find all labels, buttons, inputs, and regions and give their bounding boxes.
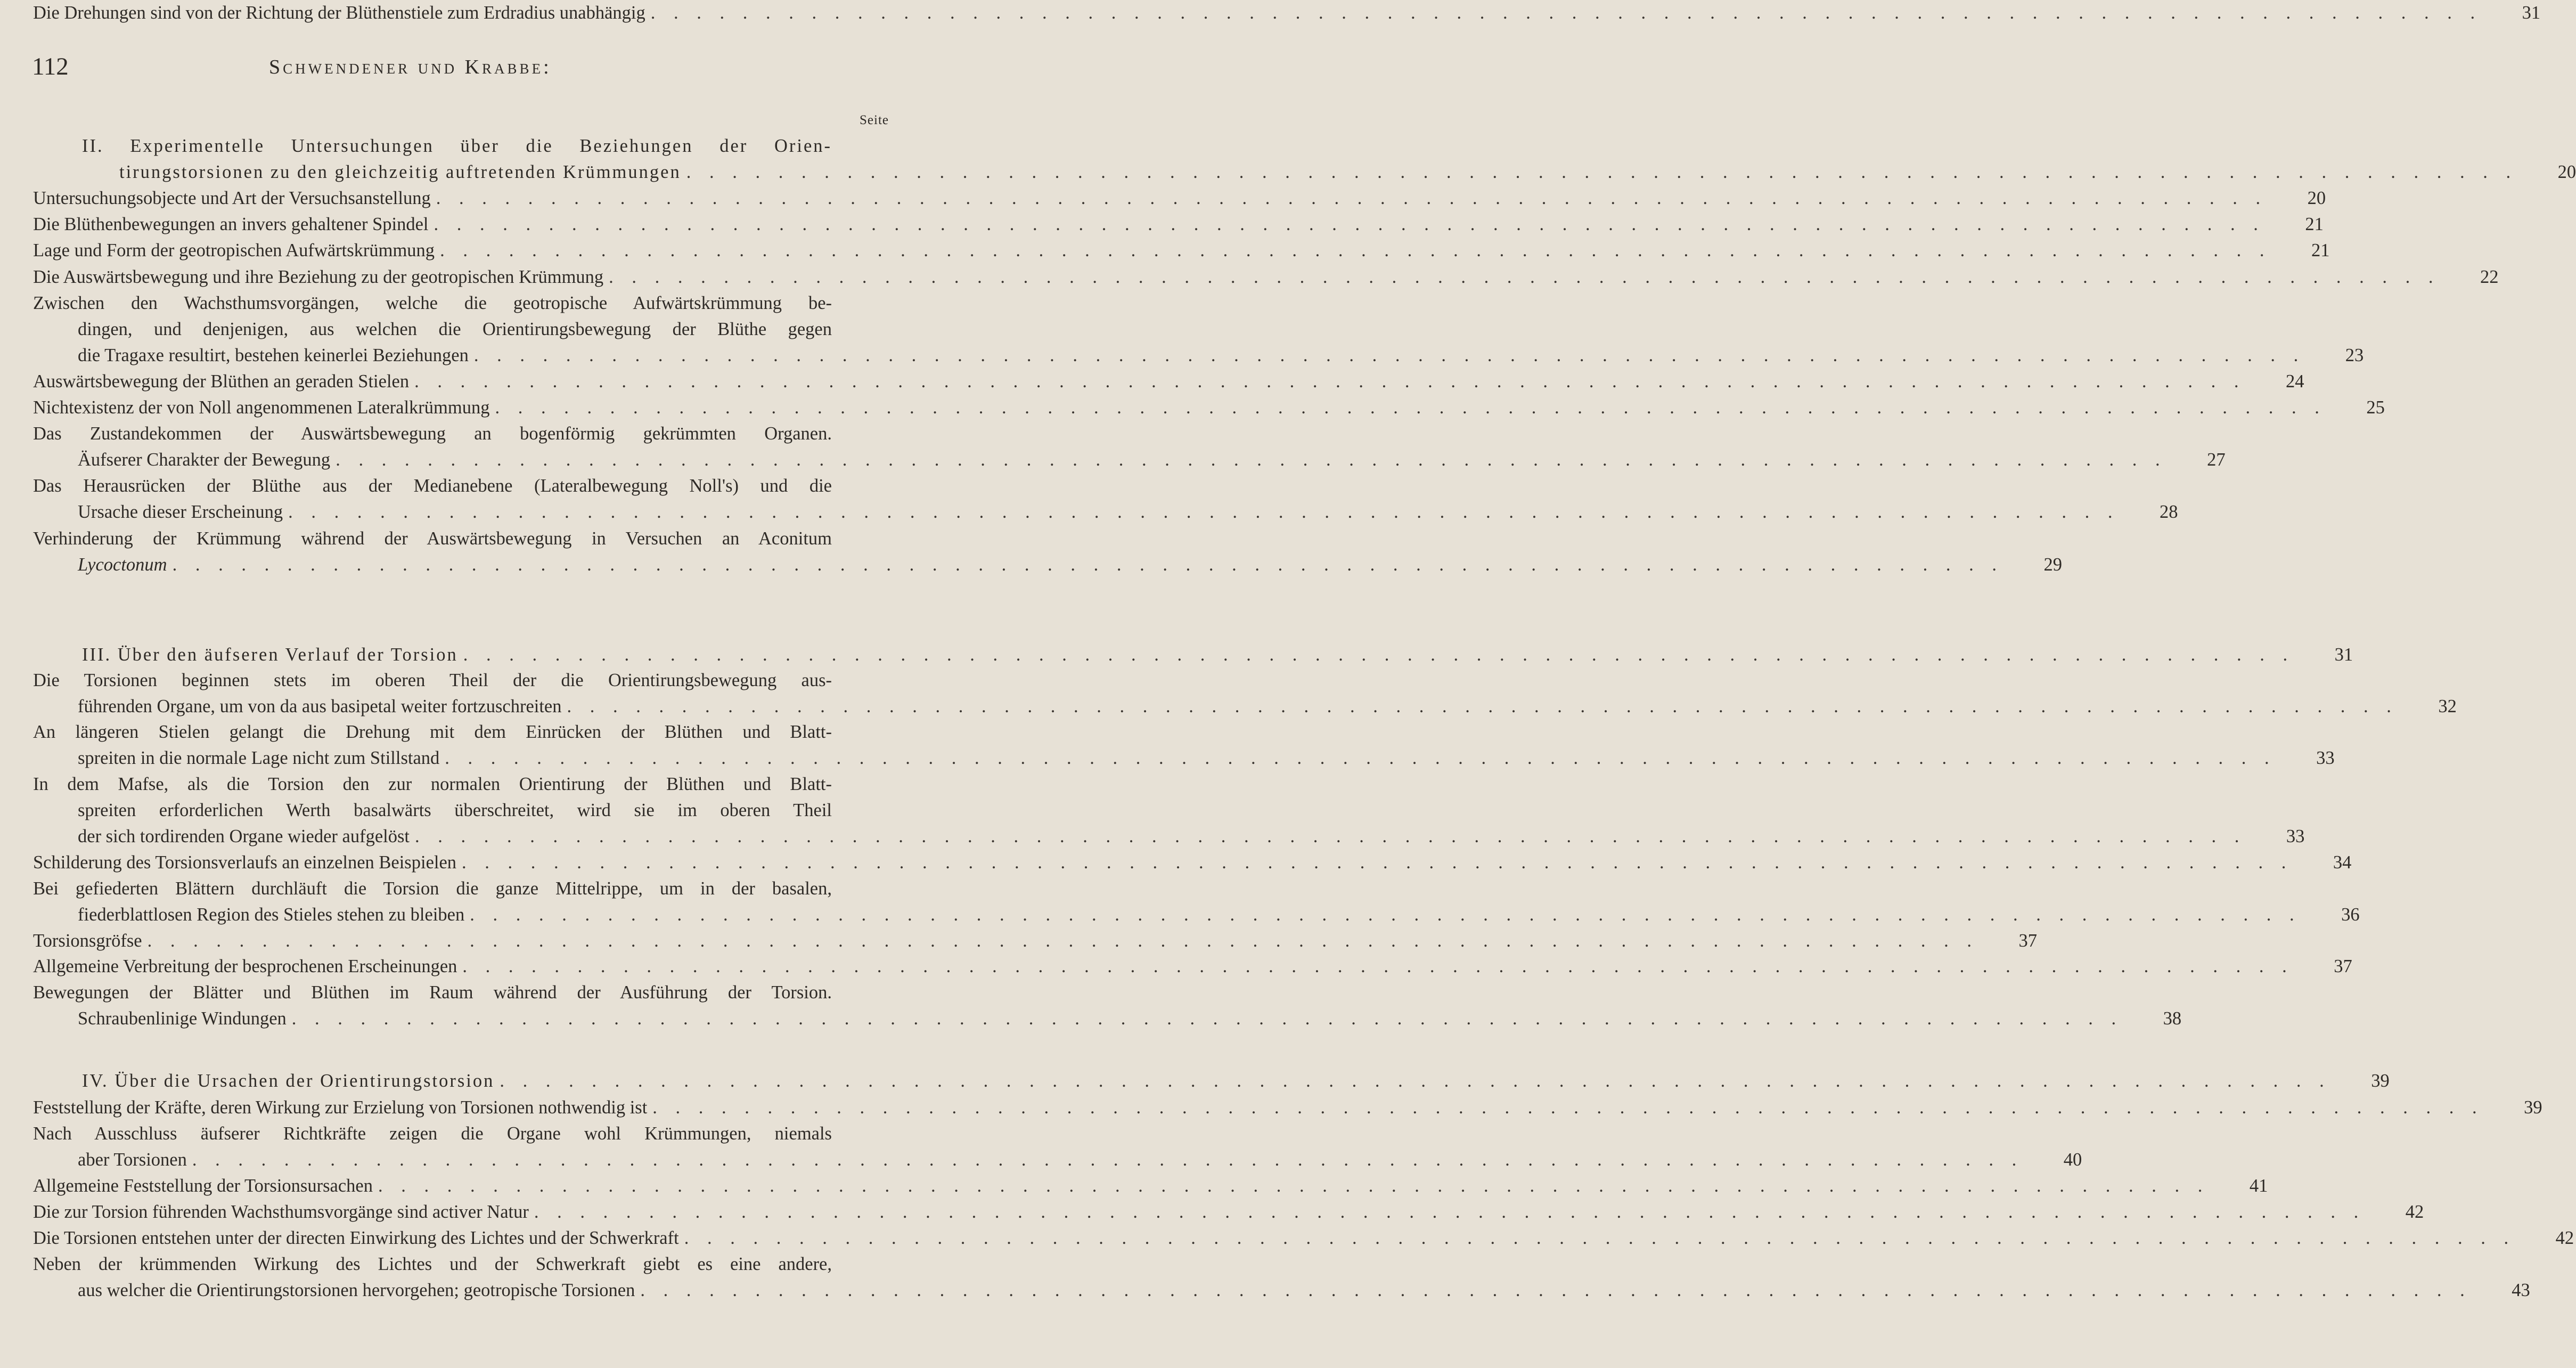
dot-leader: . . . . . . . . . . . . . . . . . . . . . . . . . . . . . . . . . . . . . . . . . . . . . . . . . . . . . . . . . . . . . . . . . . . . . . . . . . . . . . . . xyxy=(415,826,2246,846)
page-ref: 39 xyxy=(2524,1097,2542,1118)
entry-line xyxy=(33,902,2360,928)
page-ref: 38 xyxy=(2163,1008,2182,1029)
toc-entry xyxy=(33,876,2360,928)
entry-line xyxy=(33,667,890,694)
section-heading-text: IV. Über die Ursachen der Orientirungstorsion xyxy=(82,1071,495,1091)
entry-line xyxy=(33,264,2499,290)
entry-line xyxy=(33,824,2305,850)
entry-text: Die Blüthenbewegungen an invers gehaltener Spindel xyxy=(33,214,429,234)
entry-text: dingen, und denjenigen, aus welchen die Orientirungsbewegung der Blüthe gegen xyxy=(78,319,832,339)
entry-text: An längeren Stielen gelangt die Drehung mit dem Einrücken der Blüthen und Blatt- xyxy=(33,722,832,742)
entry-text: Das Herausrücken der Blüthe aus der Medianebene (Lateralbewegung Noll's) und die xyxy=(33,476,832,496)
page-ref: 23 xyxy=(2345,345,2364,365)
entry-text: Untersuchungsobjecte und Art der Versuchsanstellung xyxy=(33,188,431,208)
toc-entry xyxy=(33,211,2324,238)
entry-line xyxy=(33,771,890,797)
entry-text: Bei gefiederten Blättern durchläuft die Torsion die ganze Mittelrippe, um in der basalen, xyxy=(33,878,832,899)
toc-entry xyxy=(33,264,2499,290)
page-ref: 31 xyxy=(2334,645,2353,665)
dot-leader: . . . . . . . . . . . . . . . . . . . . . . . . . . . . . . . . . . . . . . . . . . . . . . . . . . . . . . . . . . . . . . . . . . . . . . . . . . . . . . . . xyxy=(440,240,2271,260)
entry-text: Nach Ausschluss äufserer Richtkräfte zeigen die Organe wohl Krümmungen, niemals xyxy=(33,1123,832,1144)
dot-leader: . . . . . . . . . . . . . . . . . . . . . . . . . . . . . . . . . . . . . . . . . . . . . . . . . . . . . . . . . . . . . . . . . . . . . . . . . . . . . . . . xyxy=(434,214,2265,234)
toc-entry xyxy=(33,719,2335,771)
page-ref: 27 xyxy=(2207,450,2226,470)
entry-line xyxy=(33,850,2352,876)
entry-line xyxy=(33,1277,2530,1304)
toc-entry xyxy=(33,1173,2268,1199)
page-ref: 24 xyxy=(2285,371,2304,392)
toc-entry xyxy=(33,0,2541,26)
dot-leader: . . . . . . . . . . . . . . . . . . . . . . . . . . . . . . . . . . . . . . . . . . . . . . . . . . . . . . . . . . . . . . . . . . . . . . . . . . . . . . . . xyxy=(378,1176,2210,1196)
entry-text: Nichtexistenz der von Noll angenommenen Lateralkrümmung xyxy=(33,397,490,418)
entry-text: Schilderung des Torsionsverlaufs an einzelnen Beispielen xyxy=(33,852,457,873)
toc-entry xyxy=(33,1225,2574,1251)
dot-leader: . . . . . . . . . . . . . . . . . . . . . . . . . . . . . . . . . . . . . . . . . . . . . . . . . . . . . . . . . . . . . . . . . . . . . . . . . . . . . . . . xyxy=(192,1150,2024,1170)
page-number: 112 xyxy=(32,53,69,80)
entry-text: Torsionsgröfse xyxy=(33,931,142,951)
entry-text: Neben der krümmenden Wirkung des Lichtes und der Schwerkraft giebt es eine andere, xyxy=(33,1254,832,1274)
page-ref: 42 xyxy=(2555,1228,2574,1248)
entry-line xyxy=(33,526,890,552)
entry-line xyxy=(33,499,2178,525)
dot-leader: . . . . . . . . . . . . . . . . . . . . . . . . . . . . . . . . . . . . . . . . . . . . . . . . . . . . . . . . . . . . . . . . . . . . . . . . . . . . . . . . xyxy=(640,1280,2472,1300)
entry-line xyxy=(33,473,890,499)
page-ref: 37 xyxy=(2334,956,2352,976)
toc-entry xyxy=(33,473,2178,525)
entry-line xyxy=(33,876,890,902)
page-ref: 32 xyxy=(2438,696,2457,716)
dot-leader: . . . . . . . . . . . . . . . . . . . . . . . . . . . . . . . . . . . . . . . . . . . . . . . . . . . . . . . . . . . . . . . . . . . . . . . . . . . . . . . . xyxy=(609,267,2440,287)
entry-line xyxy=(33,552,2062,578)
entry-line xyxy=(33,211,2324,238)
toc-entry xyxy=(33,1095,2542,1121)
entry-line xyxy=(33,797,890,824)
entry-line xyxy=(33,343,2364,369)
entry-line xyxy=(33,1173,2268,1199)
entry-line xyxy=(33,1147,2082,1173)
page-ref: 28 xyxy=(2159,502,2178,522)
page-ref: 21 xyxy=(2311,240,2330,260)
running-title: Schwendener und Krabbe: xyxy=(269,56,552,78)
entry-line xyxy=(33,1068,2390,1094)
entry-text: Äufserer Charakter der Bewegung xyxy=(78,450,331,470)
dot-leader: . . . . . . . . . . . . . . . . . . . . . . . . . . . . . . . . . . . . . . . . . . . . . . . . . . . . . . . . . . . . . . . . . . . . . . . . . . . . . . . . xyxy=(147,931,1978,951)
entry-text: Lycoctonum xyxy=(78,555,167,575)
entry-line xyxy=(33,980,890,1006)
page-ref: 36 xyxy=(2341,905,2360,925)
entry-text: Ursache dieser Erscheinung xyxy=(78,502,283,522)
dot-leader: . . . . . . . . . . . . . . . . . . . . . . . . . . . . . . . . . . . . . . . . . . . . . . . . . . . . . . . . . . . . . . . . . . . . . . . . . . . . . . . . xyxy=(495,397,2326,418)
section-heading-text: tirungstorsionen zu den gleichzeitig auftretenden Krümmungen xyxy=(119,162,681,182)
entry-text: Zwischen den Wachsthumsvorgängen, welche die geotropische Aufwärtskrümmung be- xyxy=(33,293,832,313)
toc-entry xyxy=(33,980,2182,1032)
toc-entry xyxy=(33,290,2364,369)
entry-line xyxy=(33,928,2037,954)
entry-text: aber Torsionen xyxy=(78,1150,187,1170)
entry-line xyxy=(33,369,2304,395)
entry-line xyxy=(33,316,890,343)
entry-text: Auswärtsbewegung der Blüthen an geraden Stielen xyxy=(33,371,410,392)
section-heading xyxy=(33,642,2353,668)
entry-text: Schraubenlinige Windungen xyxy=(78,1008,287,1029)
page-ref: 21 xyxy=(2305,214,2324,234)
page-ref: 37 xyxy=(2018,931,2037,951)
entry-text: Verhinderung der Krümmung während der Auswärtsbewegung in Versuchen an Aconitum xyxy=(33,528,832,549)
section-heading-text: III. Über den äufseren Verlauf der Torsion xyxy=(82,645,458,665)
entry-line xyxy=(33,290,890,316)
entry-line xyxy=(33,133,890,159)
page-ref: 25 xyxy=(2366,397,2385,418)
entry-line xyxy=(33,642,2353,668)
entry-text: die Tragaxe resultirt, bestehen keinerlei Beziehungen xyxy=(78,345,469,365)
entry-line xyxy=(33,1199,2424,1225)
toc-entry xyxy=(33,954,2352,980)
entry-text: Lage und Form der geotropischen Aufwärtskrümmung xyxy=(33,240,435,260)
section-heading-text: II. Experimentelle Untersuchungen über die Beziehungen der Orien- xyxy=(82,136,832,156)
toc-entry xyxy=(33,771,2305,850)
entry-line xyxy=(33,0,2541,26)
entry-line xyxy=(33,159,2576,185)
page-ref: 29 xyxy=(2043,555,2062,575)
page-ref: 22 xyxy=(2480,267,2499,287)
entry-text: spreiten erforderlichen Werth basalwärts überschreitet, wird sie im oberen Theil xyxy=(78,800,832,820)
entry-line xyxy=(33,238,2330,264)
page-header xyxy=(32,52,884,89)
entry-text: Das Zustandekommen der Auswärtsbewegung an bogenförmig gekrümmten Organen. xyxy=(33,424,832,444)
entry-line xyxy=(33,1225,2574,1251)
dot-leader: . . . . . . . . . . . . . . . . . . . . . . . . . . . . . . . . . . . . . . . . . . . . . . . . . . . . . . . . . . . . . . . . . . . . . . . . . . . . . . . . xyxy=(650,3,2482,23)
toc-entry xyxy=(33,850,2352,876)
dot-leader: . . . . . . . . . . . . . . . . . . . . . . . . . . . . . . . . . . . . . . . . . . . . . . . . . . . . . . . . . . . . . . . . . . . . . . . . . . . . . . . . xyxy=(288,502,2120,522)
toc-entry xyxy=(33,369,2304,395)
dot-leader: . . . . . . . . . . . . . . . . . . . . . . . . . . . . . . . . . . . . . . . . . . . . . . . . . . . . . . . . . . . . . . . . . . . . . . . . . . . . . . . . xyxy=(500,1071,2331,1091)
toc-entry xyxy=(33,185,2326,211)
dot-leader: . . . . . . . . . . . . . . . . . . . . . . . . . . . . . . . . . . . . . . . . . . . . . . . . . . . . . . . . . . . . . . . . . . . . . . . . . . . . . . . . xyxy=(445,748,2276,768)
entry-line xyxy=(33,719,890,745)
entry-text: Bewegungen der Blätter und Blüthen im Raum während der Ausführung der Torsion. xyxy=(33,982,832,1003)
page-ref: 43 xyxy=(2512,1280,2530,1300)
dot-leader: . . . . . . . . . . . . . . . . . . . . . . . . . . . . . . . . . . . . . . . . . . . . . . . . . . . . . . . . . . . . . . . . . . . . . . . . . . . . . . . . xyxy=(686,162,2518,182)
page-ref: 40 xyxy=(2063,1150,2082,1170)
entry-line xyxy=(33,421,890,447)
entry-text: In dem Mafse, als die Torsion den zur normalen Orientirung der Blüthen und Blatt- xyxy=(33,774,832,794)
page-ref: 33 xyxy=(2316,748,2335,768)
section-heading xyxy=(33,133,2576,185)
entry-line xyxy=(33,1006,2182,1032)
section-heading xyxy=(33,1068,2390,1094)
entry-text: Feststellung der Kräfte, deren Wirkung zur Erzielung von Torsionen nothwendig ist xyxy=(33,1097,648,1118)
entry-line xyxy=(33,185,2326,211)
entry-line xyxy=(33,395,2385,421)
page-ref: 20 xyxy=(2557,162,2576,182)
entry-line xyxy=(33,1095,2542,1121)
dot-leader: . . . . . . . . . . . . . . . . . . . . . . . . . . . . . . . . . . . . . . . . . . . . . . . . . . . . . . . . . . . . . . . . . . . . . . . . . . . . . . . . xyxy=(291,1008,2123,1029)
entry-text: Allgemeine Verbreitung der besprochenen Erscheinungen xyxy=(33,956,457,976)
toc-entry xyxy=(33,421,2226,473)
entry-text: führenden Organe, um von da aus basipetal weiter fortzuschreiten xyxy=(78,696,562,716)
entry-text: Die Drehungen sind von der Richtung der Blüthenstiele zum Erdradius unabhängig xyxy=(33,3,645,23)
entry-text: aus welcher die Orientirungstorsionen hervorgehen; geotropische Torsionen xyxy=(78,1280,635,1300)
dot-leader: . . . . . . . . . . . . . . . . . . . . . . . . . . . . . . . . . . . . . . . . . . . . . . . . . . . . . . . . . . . . . . . . . . . . . . . . . . . . . . . . xyxy=(436,188,2268,208)
entry-line xyxy=(33,954,2352,980)
page-ref: 34 xyxy=(2333,852,2352,873)
page-ref: 20 xyxy=(2307,188,2326,208)
entry-line xyxy=(33,1121,890,1147)
dot-leader: . . . . . . . . . . . . . . . . . . . . . . . . . . . . . . . . . . . . . . . . . . . . . . . . . . . . . . . . . . . . . . . . . . . . . . . . . . . . . . . . xyxy=(336,450,2167,470)
toc-entry xyxy=(33,928,2037,954)
dot-leader: . . . . . . . . . . . . . . . . . . . . . . . . . . . . . . . . . . . . . . . . . . . . . . . . . . . . . . . . . . . . . . . . . . . . . . . . . . . . . . . . xyxy=(534,1202,2366,1222)
page-ref: 31 xyxy=(2522,3,2541,23)
entry-line xyxy=(33,447,2226,473)
entry-text: Die Auswärtsbewegung und ihre Beziehung zu der geotropischen Krümmung xyxy=(33,267,604,287)
entry-line xyxy=(33,1251,890,1277)
entry-line xyxy=(33,745,2335,771)
toc-entry xyxy=(33,1199,2424,1225)
entry-text: der sich tordirenden Organe wieder aufgelöst xyxy=(78,826,410,846)
dot-leader: . . . . . . . . . . . . . . . . . . . . . . . . . . . . . . . . . . . . . . . . . . . . . . . . . . . . . . . . . . . . . . . . . . . . . . . . . . . . . . . . xyxy=(470,905,2301,925)
page-ref: 41 xyxy=(2249,1176,2268,1196)
dot-leader: . . . . . . . . . . . . . . . . . . . . . . . . . . . . . . . . . . . . . . . . . . . . . . . . . . . . . . . . . . . . . . . . . . . . . . . . . . . . . . . . xyxy=(414,371,2246,392)
toc-entry xyxy=(33,1121,2082,1173)
dot-leader: . . . . . . . . . . . . . . . . . . . . . . . . . . . . . . . . . . . . . . . . . . . . . . . . . . . . . . . . . . . . . . . . . . . . . . . . . . . . . . . . xyxy=(462,956,2294,976)
entry-text: Die zur Torsion führenden Wachsthumsvorgänge sind activer Natur xyxy=(33,1202,529,1222)
entry-text: fiederblattlosen Region des Stieles stehen zu bleiben xyxy=(78,905,465,925)
page-column-label: Seite xyxy=(860,113,889,127)
page-ref: 39 xyxy=(2371,1071,2390,1091)
toc-entry xyxy=(33,667,2457,720)
dot-leader: . . . . . . . . . . . . . . . . . . . . . . . . . . . . . . . . . . . . . . . . . . . . . . . . . . . . . . . . . . . . . . . . . . . . . . . . . . . . . . . . xyxy=(172,555,2003,575)
entry-text: Die Torsionen beginnen stets im oberen Theil der die Orientirungsbewegung aus- xyxy=(33,670,832,690)
entry-text: Allgemeine Feststellung der Torsionsursachen xyxy=(33,1176,373,1196)
toc-entry xyxy=(33,395,2385,421)
dot-leader: . . . . . . . . . . . . . . . . . . . . . . . . . . . . . . . . . . . . . . . . . . . . . . . . . . . . . . . . . . . . . . . . . . . . . . . . . . . . . . . . xyxy=(684,1228,2516,1248)
toc-entry xyxy=(33,1251,2530,1304)
dot-leader: . . . . . . . . . . . . . . . . . . . . . . . . . . . . . . . . . . . . . . . . . . . . . . . . . . . . . . . . . . . . . . . . . . . . . . . . . . . . . . . . xyxy=(463,645,2295,665)
page-ref: 42 xyxy=(2405,1202,2424,1222)
dot-leader: . . . . . . . . . . . . . . . . . . . . . . . . . . . . . . . . . . . . . . . . . . . . . . . . . . . . . . . . . . . . . . . . . . . . . . . . . . . . . . . . xyxy=(462,852,2293,873)
dot-leader: . . . . . . . . . . . . . . . . . . . . . . . . . . . . . . . . . . . . . . . . . . . . . . . . . . . . . . . . . . . . . . . . . . . . . . . . . . . . . . . . xyxy=(567,696,2398,716)
dot-leader: . . . . . . . . . . . . . . . . . . . . . . . . . . . . . . . . . . . . . . . . . . . . . . . . . . . . . . . . . . . . . . . . . . . . . . . . . . . . . . . . xyxy=(652,1097,2484,1118)
toc-entry xyxy=(33,238,2330,264)
entry-text: spreiten in die normale Lage nicht zum Stillstand xyxy=(78,748,440,768)
entry-line xyxy=(33,694,2457,720)
toc-entry xyxy=(33,526,2062,578)
entry-text: Die Torsionen entstehen unter der directen Einwirkung des Lichtes und der Schwerkraft xyxy=(33,1228,679,1248)
page-ref: 33 xyxy=(2286,826,2305,846)
dot-leader: . . . . . . . . . . . . . . . . . . . . . . . . . . . . . . . . . . . . . . . . . . . . . . . . . . . . . . . . . . . . . . . . . . . . . . . . . . . . . . . . xyxy=(473,345,2305,365)
